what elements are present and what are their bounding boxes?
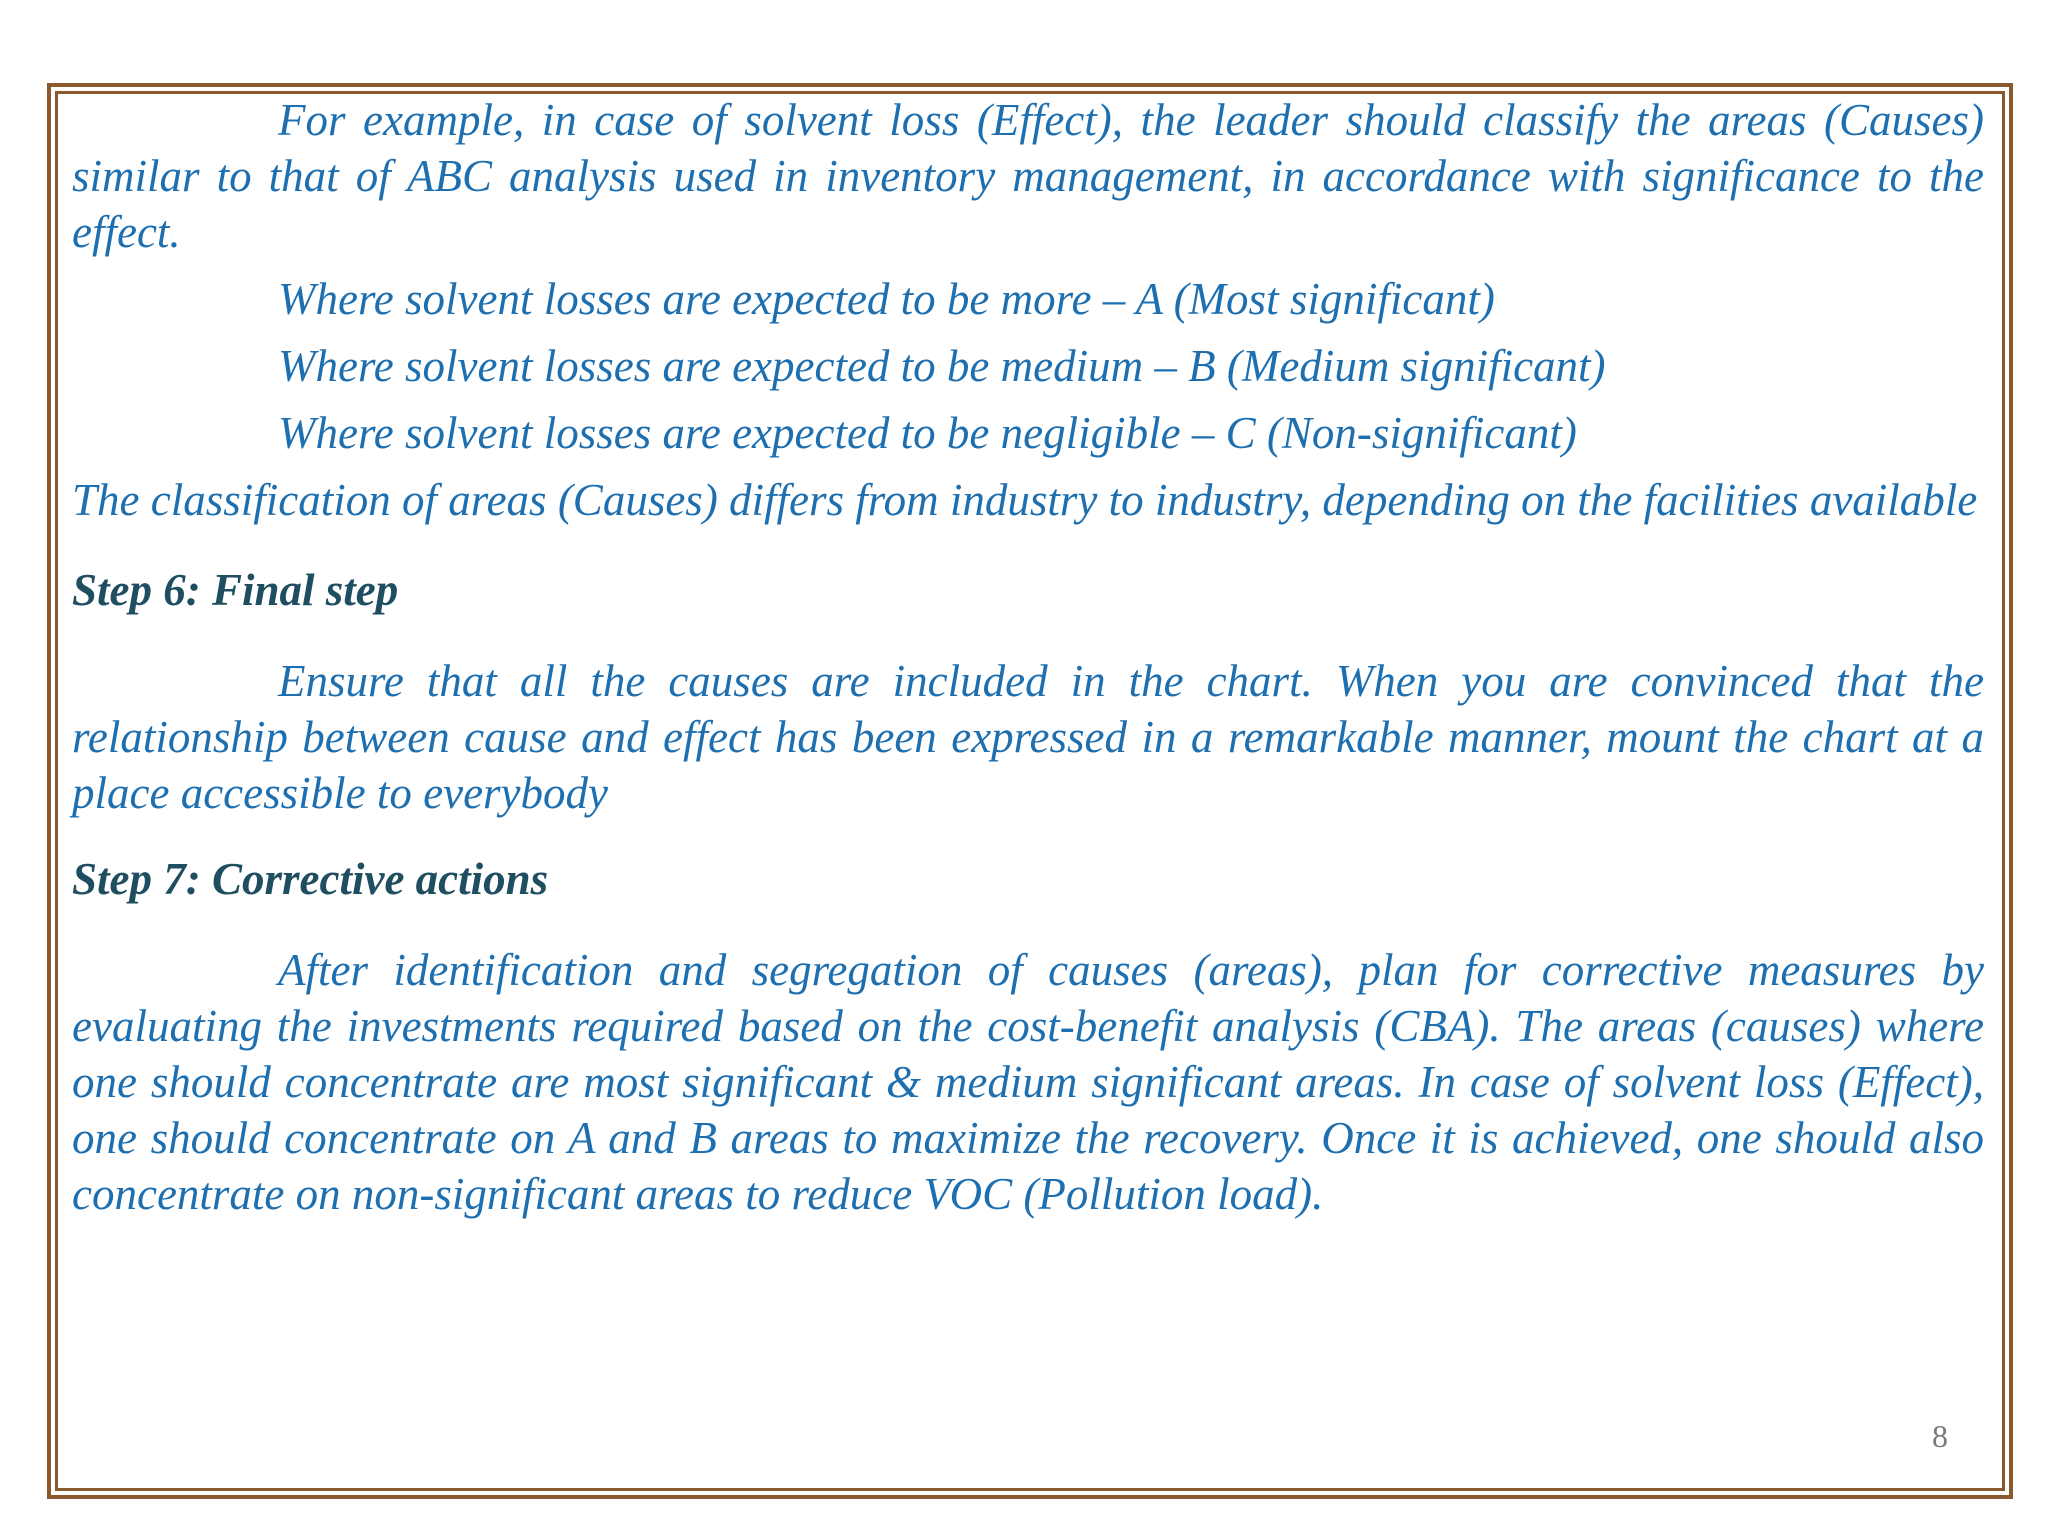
- list-item: Where solvent losses are expected to be more – A (Most significant): [278, 274, 1495, 324]
- page-number: 8: [1932, 1418, 1948, 1454]
- list-item: Where solvent losses are expected to be medium – B (Medium significant): [278, 341, 1606, 391]
- significance-list: [72, 271, 1984, 461]
- step7-paragraph: After identification and segregation of causes (areas), plan for corrective measures by evaluating the investments required based on the cost-benefit analysis (CBA). The areas (causes) where one should concentrate are most significant & medium significant areas. In case of solvent loss (Effect), one should concentrate on A and B areas to maximize the recovery. Once it is achieved, one should also concentrate on non-significant areas to reduce VOC (Pollution load).: [72, 945, 1984, 1219]
- intro-paragraph: For example, in case of solvent loss (Effect), the leader should classify the areas (Causes) similar to that of ABC analysis used in inventory management, in accordance with significance to the effect.: [72, 95, 1984, 257]
- slide-content: [72, 92, 1984, 1222]
- step7-heading: Step 7: Corrective actions: [72, 854, 549, 904]
- list-item: Where solvent losses are expected to be negligible – C (Non-significant): [278, 408, 1577, 458]
- classification-paragraph: The classification of areas (Causes) differs from industry to industry, depending on the facilities available: [72, 475, 1978, 525]
- step6-paragraph: Ensure that all the causes are included in the chart. When you are convinced that the relationship between cause and effect has been expressed in a remarkable manner, mount the chart at a place accessible to everybody: [72, 656, 1984, 818]
- step6-heading: Step 6: Final step: [72, 565, 399, 615]
